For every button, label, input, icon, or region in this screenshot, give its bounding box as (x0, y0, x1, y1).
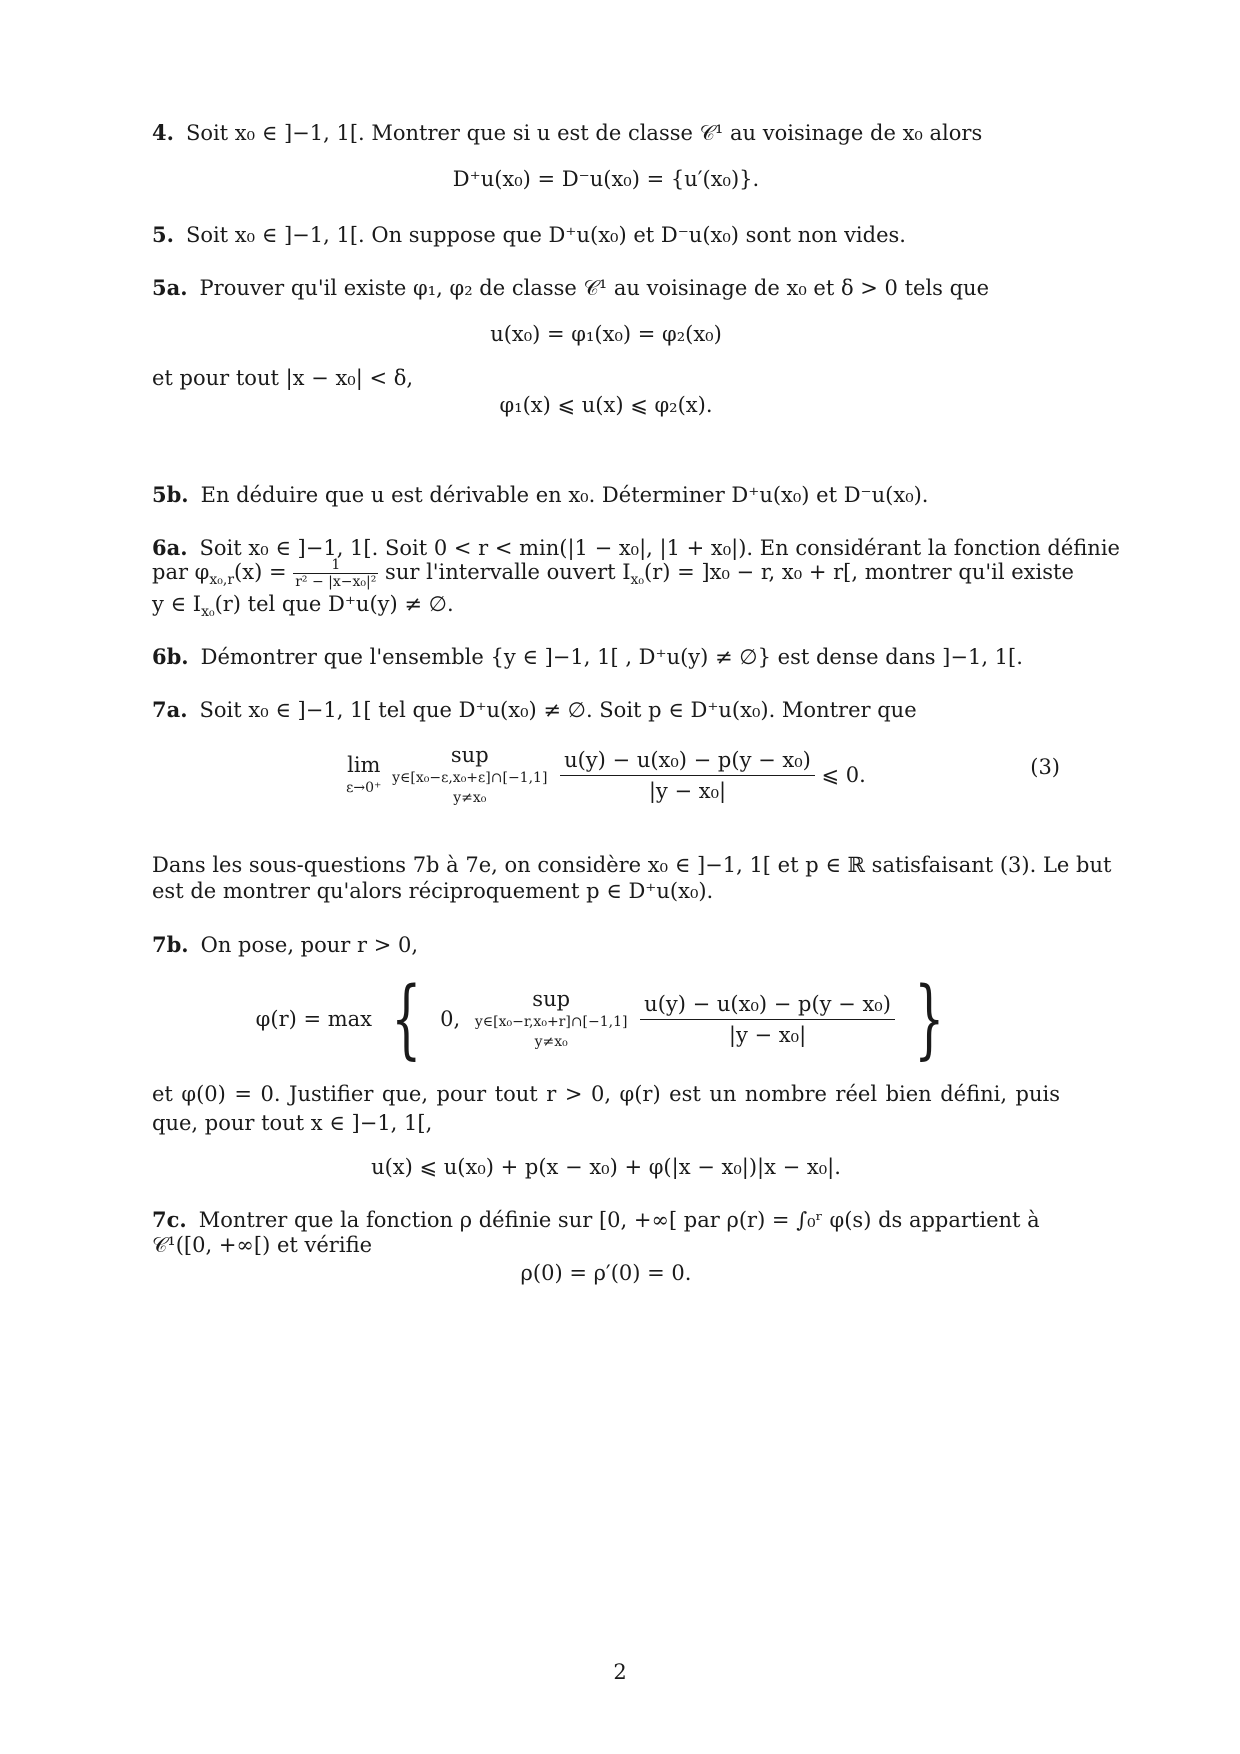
q6a-text-1: Soit x₀ ∈ ]−1, 1[. Soit 0 < r < min(|1 − x₀|, |1 + x₀|). En considérant la fonction définie (199, 536, 1120, 560)
intro7-line-2: est de montrer qu'alors réciproquement p ∈ D⁺u(x₀). (152, 879, 714, 903)
intro7-line-1: Dans les sous-questions 7b à 7e, on considère x₀ ∈ ]−1, 1[ et p ∈ ℝ satisfaisant (3). Le but (152, 853, 1112, 877)
left-brace: { (391, 969, 422, 1069)
q5b-line (152, 480, 1060, 510)
q7b-fraction (640, 989, 895, 1050)
q7a-equation (152, 742, 1060, 822)
q4-text: Soit x₀ ∈ ]−1, 1[. Montrer que si u est de classe 𝒞¹ au voisinage de x₀ alors (185, 121, 983, 145)
q5a-number: 5a. (152, 275, 188, 300)
q6a-interval-end: (r) = ]x₀ − r, x₀ + r[, montrer qu'il existe (644, 560, 1074, 584)
q5-number: 5. (152, 222, 174, 247)
q7a-lim-label: lim (347, 753, 381, 777)
q5-text: Soit x₀ ∈ ]−1, 1[. On suppose que D⁺u(x₀) et D⁻u(x₀) sont non vides. (185, 223, 906, 247)
q6a-interval-subscript: x₀ (630, 572, 645, 589)
q7b-number: 7b. (152, 932, 189, 957)
q6a-phi-arg: (x) = (234, 560, 287, 584)
q7a-lim (346, 752, 381, 798)
q6a-fraction (293, 557, 378, 590)
q5a-line (152, 273, 1060, 303)
q7b-text: On pose, pour r > 0, (200, 933, 419, 957)
q7a-fraction (560, 745, 815, 806)
q5a-between-text: et pour tout |x − x₀| < δ, (152, 366, 414, 390)
q7b-zero: 0, (440, 1007, 461, 1031)
q6a-line3-pre: y ∈ I (152, 592, 202, 616)
q7b-sup (475, 986, 628, 1052)
q6a-phi-subscript: x₀,r (209, 572, 235, 589)
q5a-equation-2: φ₁(x) ⩽ u(x) ⩽ φ₂(x). (499, 393, 713, 417)
q7a-sup-label: sup (450, 743, 489, 767)
q6a-interval-text: sur l'intervalle ouvert I (385, 560, 631, 584)
q5b-number: 5b. (152, 482, 189, 507)
page-number: 2 (613, 1660, 627, 1684)
q7a-sup-subscript-1: y∈[x₀−ε,x₀+ε]∩[−1,1] (392, 770, 548, 786)
q7b-sup-label: sup (532, 987, 571, 1011)
q7a-lim-subscript: ε→0⁺ (346, 780, 382, 796)
q6a-line3-subscript: x₀ (201, 604, 215, 621)
q7b-sup-subscript-1: y∈[x₀−r,x₀+r]∩[−1,1] (474, 1014, 628, 1030)
right-brace: } (913, 969, 945, 1069)
q6a-fraction-denominator: r² − |x−x₀|² (295, 574, 377, 590)
q7a-line (152, 695, 1060, 725)
q7c-equation: ρ(0) = ρ′(0) = 0. (520, 1261, 692, 1285)
q6a-line-3 (152, 590, 1060, 627)
q7a-sup-subscript-2: y≠x₀ (453, 790, 487, 806)
q7c-number: 7c. (152, 1207, 187, 1232)
q7b-fraction-numerator: u(y) − u(x₀) − p(y − x₀) (640, 989, 895, 1020)
q7a-fraction-numerator: u(y) − u(x₀) − p(y − x₀) (560, 745, 815, 776)
q7b-after-text: et φ(0) = 0. Justifier que, pour tout r > 0, φ(r) est un nombre réel bien défini, puis que, pour tout x ∈ ]−1, 1[, (152, 1082, 1060, 1135)
q7b-line (152, 930, 1060, 960)
q5a-text: Prouver qu'il existe φ₁, φ₂ de classe 𝒞¹ au voisinage de x₀ et δ > 0 tels que (199, 276, 990, 300)
q6a-fraction-numerator: 1 (293, 557, 378, 574)
q7a-relation: ⩽ 0. (821, 763, 866, 787)
q7a-equation-number: (3) (1030, 755, 1060, 779)
q4-number: 4. (152, 120, 174, 145)
q7b-lhs: φ(r) = max (255, 1007, 373, 1031)
q4-equation: D⁺u(x₀) = D⁻u(x₀) = {u′(x₀)}. (452, 167, 760, 191)
q7c-line-2: 𝒞¹([0, +∞[) et vérifie (152, 1233, 372, 1257)
q7a-text: Soit x₀ ∈ ]−1, 1[ tel que D⁺u(x₀) ≠ ∅. Soit p ∈ D⁺u(x₀). Montrer que (199, 698, 917, 722)
q5-line (152, 220, 1060, 250)
q7b-equation (152, 969, 1060, 1076)
q7b-inequality: u(x) ⩽ u(x₀) + p(x − x₀) + φ(|x − x₀|)|x − x₀|. (371, 1155, 841, 1179)
q7a-number: 7a. (152, 697, 188, 722)
q7c-text-1: Montrer que la fonction ρ définie sur [0, +∞[ par ρ(r) = ∫₀ʳ φ(s) ds appartient à (198, 1208, 1040, 1232)
q6a-number: 6a. (152, 535, 188, 560)
q7a-sup (392, 742, 547, 808)
q6b-line (152, 642, 1060, 672)
q6b-text: Démontrer que l'ensemble {y ∈ ]−1, 1[ , D⁺u(y) ≠ ∅} est dense dans ]−1, 1[. (200, 645, 1023, 669)
q7b-fraction-denominator: |y − x₀| (728, 1022, 807, 1047)
q5b-text: En déduire que u est dérivable en x₀. Déterminer D⁺u(x₀) et D⁻u(x₀). (200, 483, 929, 507)
q6b-number: 6b. (152, 644, 189, 669)
q4-line (152, 118, 1060, 148)
q7a-fraction-denominator: |y − x₀| (648, 778, 727, 803)
q5a-equation-1: u(x₀) = φ₁(x₀) = φ₂(x₀) (490, 322, 722, 346)
q7b-sup-subscript-2: y≠x₀ (534, 1034, 568, 1050)
q6a-phi: par φ (152, 560, 210, 584)
q6a-line3-end: (r) tel que D⁺u(y) ≠ ∅. (214, 592, 454, 616)
